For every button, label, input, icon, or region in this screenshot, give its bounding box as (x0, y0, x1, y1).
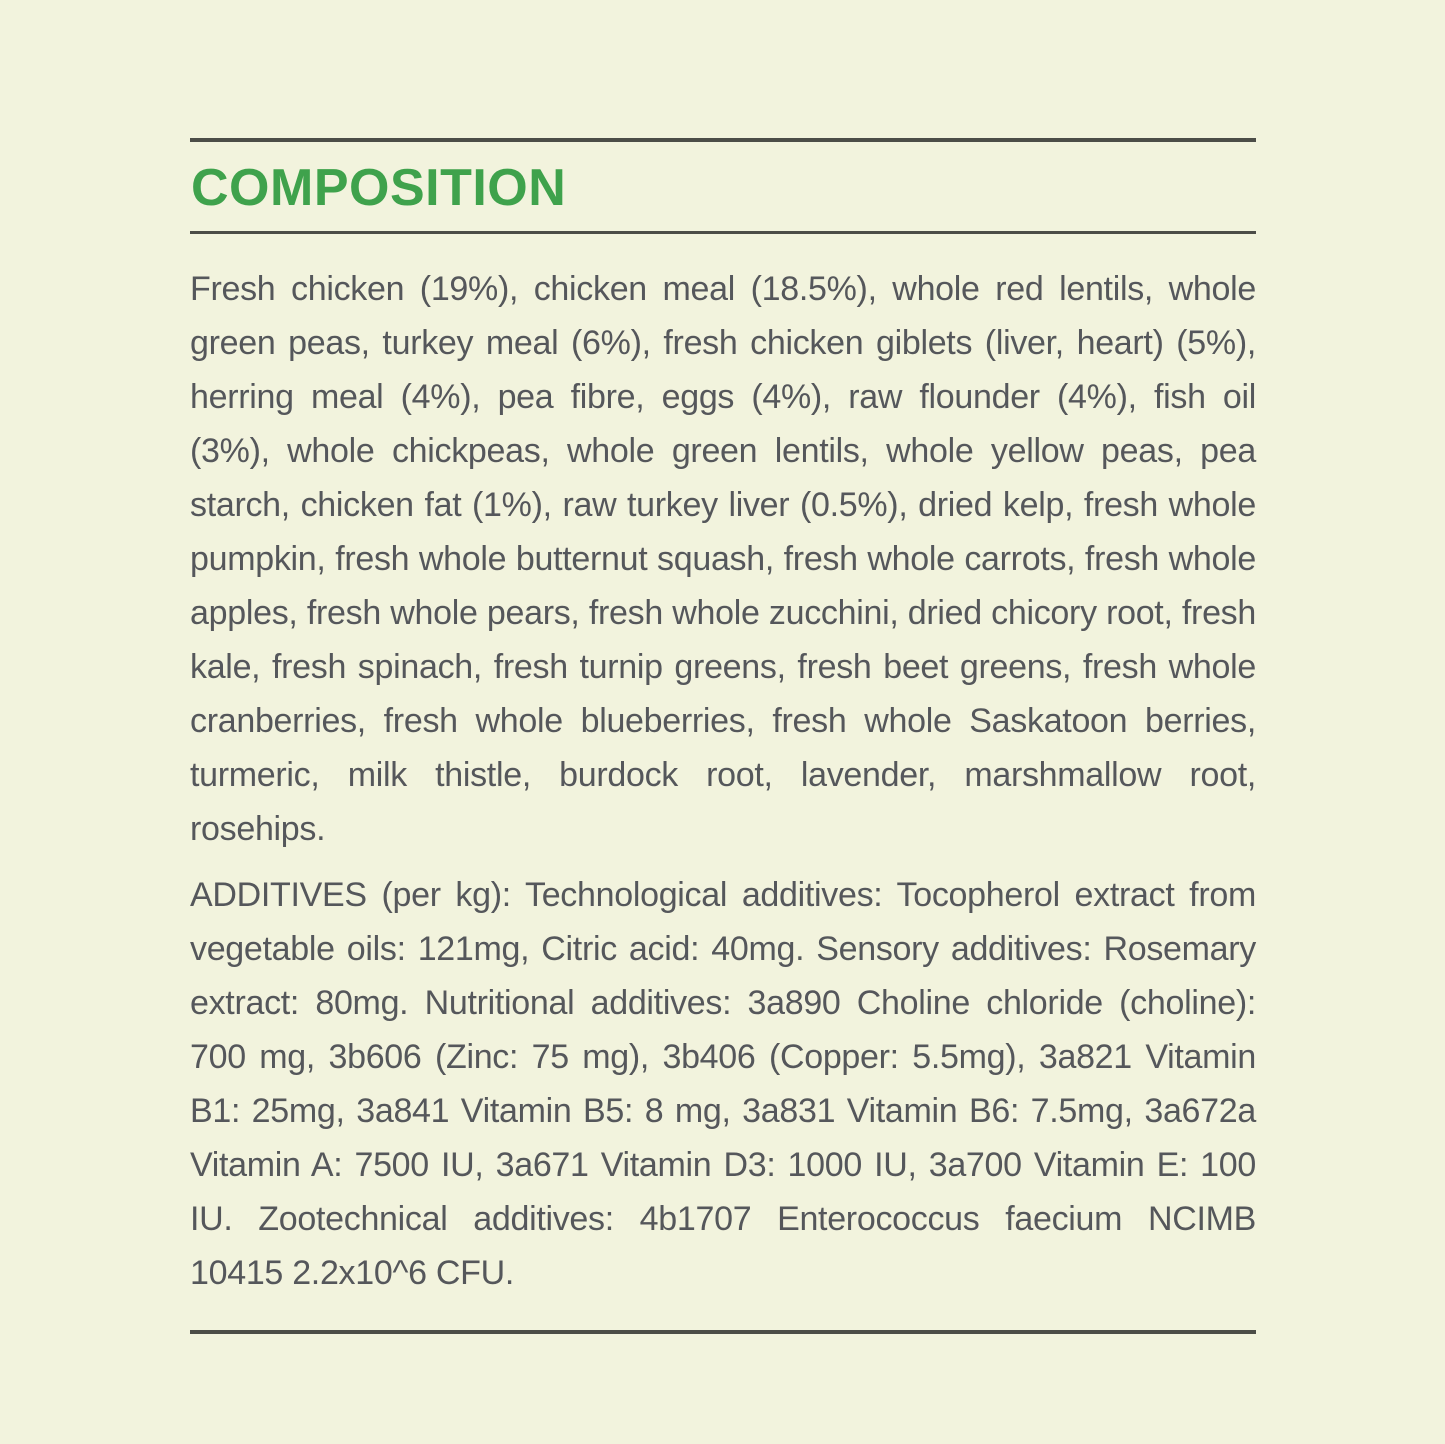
composition-panel (190, 0, 1256, 1334)
section-title: COMPOSITION (191, 159, 567, 217)
ingredients-paragraph: Fresh chicken (19%), chicken meal (18.5%), whole red lentils, whole green peas, turkey meal (6%), fresh chicken giblets (liver, heart) (5%), herring meal (4%), pea fibre, eggs (4%), raw flounder (4%), fish oil (3%), whole chickpeas, whole green lentils, whole yellow peas, pea starch, chicken fat (1%), raw turkey liver (0.5%), dried kelp, fresh whole pumpkin, fresh whole butternut squash, fresh whole carrots, fresh whole apples, fresh whole pears, fresh whole zucchini, dried chicory root, fresh kale, fresh spinach, fresh turnip greens, fresh beet greens, fresh whole cranberries, fresh whole blueberries, fresh whole Saskatoon berries, turmeric, milk thistle, burdock root, lavender, marshmallow root, rosehips. (190, 270, 1256, 848)
additives-paragraph: ADDITIVES (per kg): Technological additives: Tocopherol extract from vegetable oils: 121mg, Citric acid: 40mg. Sensory additives: Rosemary extract: 80mg. Nutritional additives: 3a890 Choline chloride (choline): 700 mg, 3b606 (Zinc: 75 mg), 3b406 (Copper: 5.5mg), 3a821 Vitamin B1: 25mg, 3a841 Vitamin B5: 8 mg, 3a831 Vitamin B6: 7.5mg, 3a672a Vitamin A: 7500 IU, 3a671 Vitamin D3: 1000 IU, 3a700 Vitamin E: 100 IU. Zootechnical additives: 4b1707 Enterococcus faecium NCIMB 10415 2.2x10^6 CFU. (190, 876, 1256, 1292)
top-rule (190, 138, 1256, 142)
bottom-rule (190, 1330, 1256, 1334)
title-underline-rule (190, 231, 1256, 234)
